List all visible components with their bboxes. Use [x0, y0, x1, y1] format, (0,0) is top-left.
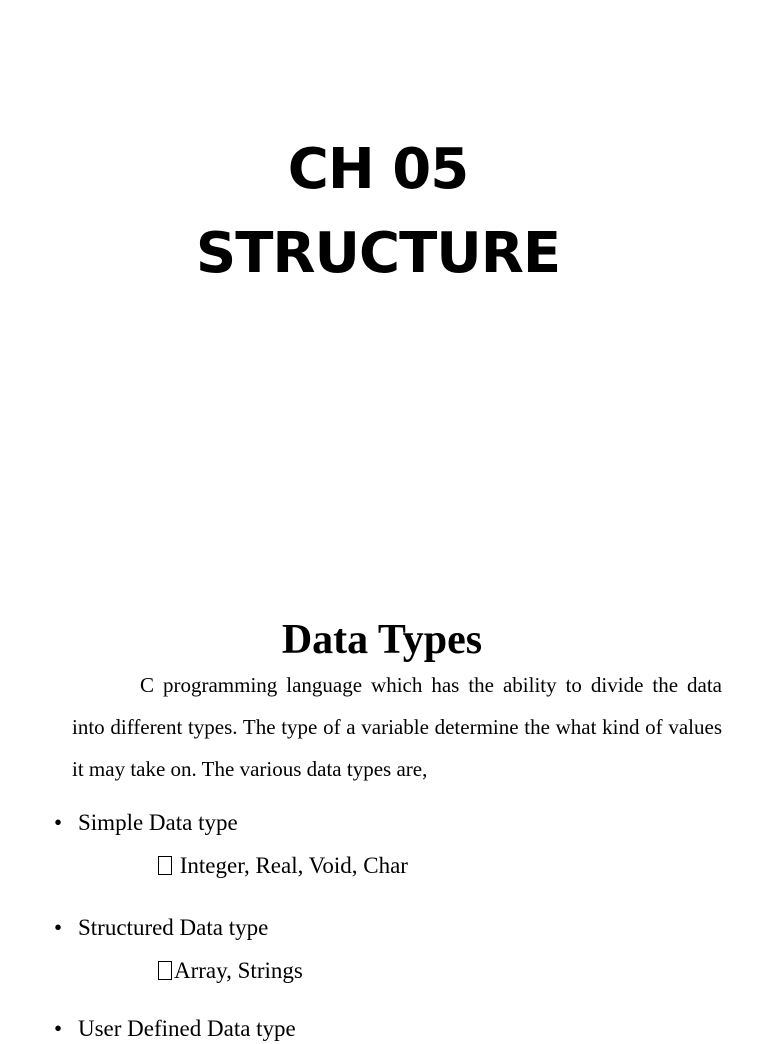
bullet-icon: •	[54, 1016, 63, 1041]
list-item	[54, 1014, 296, 1044]
missing-glyph-icon	[158, 856, 172, 875]
missing-glyph-icon	[158, 961, 172, 980]
chapter-title: STRUCTURE	[195, 221, 561, 286]
sub-list-item-label: Array, Strings	[174, 958, 303, 983]
intro-paragraph: C programming language which has the ability to divide the data into different types. The type of a variable determine the what kind of values it may take on. The various data types are,	[72, 673, 722, 781]
bullet-icon: •	[54, 915, 63, 940]
bullet-icon: •	[54, 810, 63, 835]
list-item-label: Structured Data type	[78, 915, 269, 940]
sub-list-item	[158, 851, 408, 881]
sub-list-item	[158, 956, 303, 986]
list-item	[54, 913, 268, 943]
chapter-number: CH 05	[287, 137, 469, 202]
content-slide	[0, 576, 768, 1041]
sub-list-item-label: Integer, Real, Void, Char	[179, 853, 408, 878]
list-item	[54, 808, 238, 838]
section-heading: Data Types	[281, 617, 483, 663]
list-item-label: User Defined Data type	[78, 1016, 296, 1041]
list-item-label: Simple Data type	[78, 810, 238, 835]
